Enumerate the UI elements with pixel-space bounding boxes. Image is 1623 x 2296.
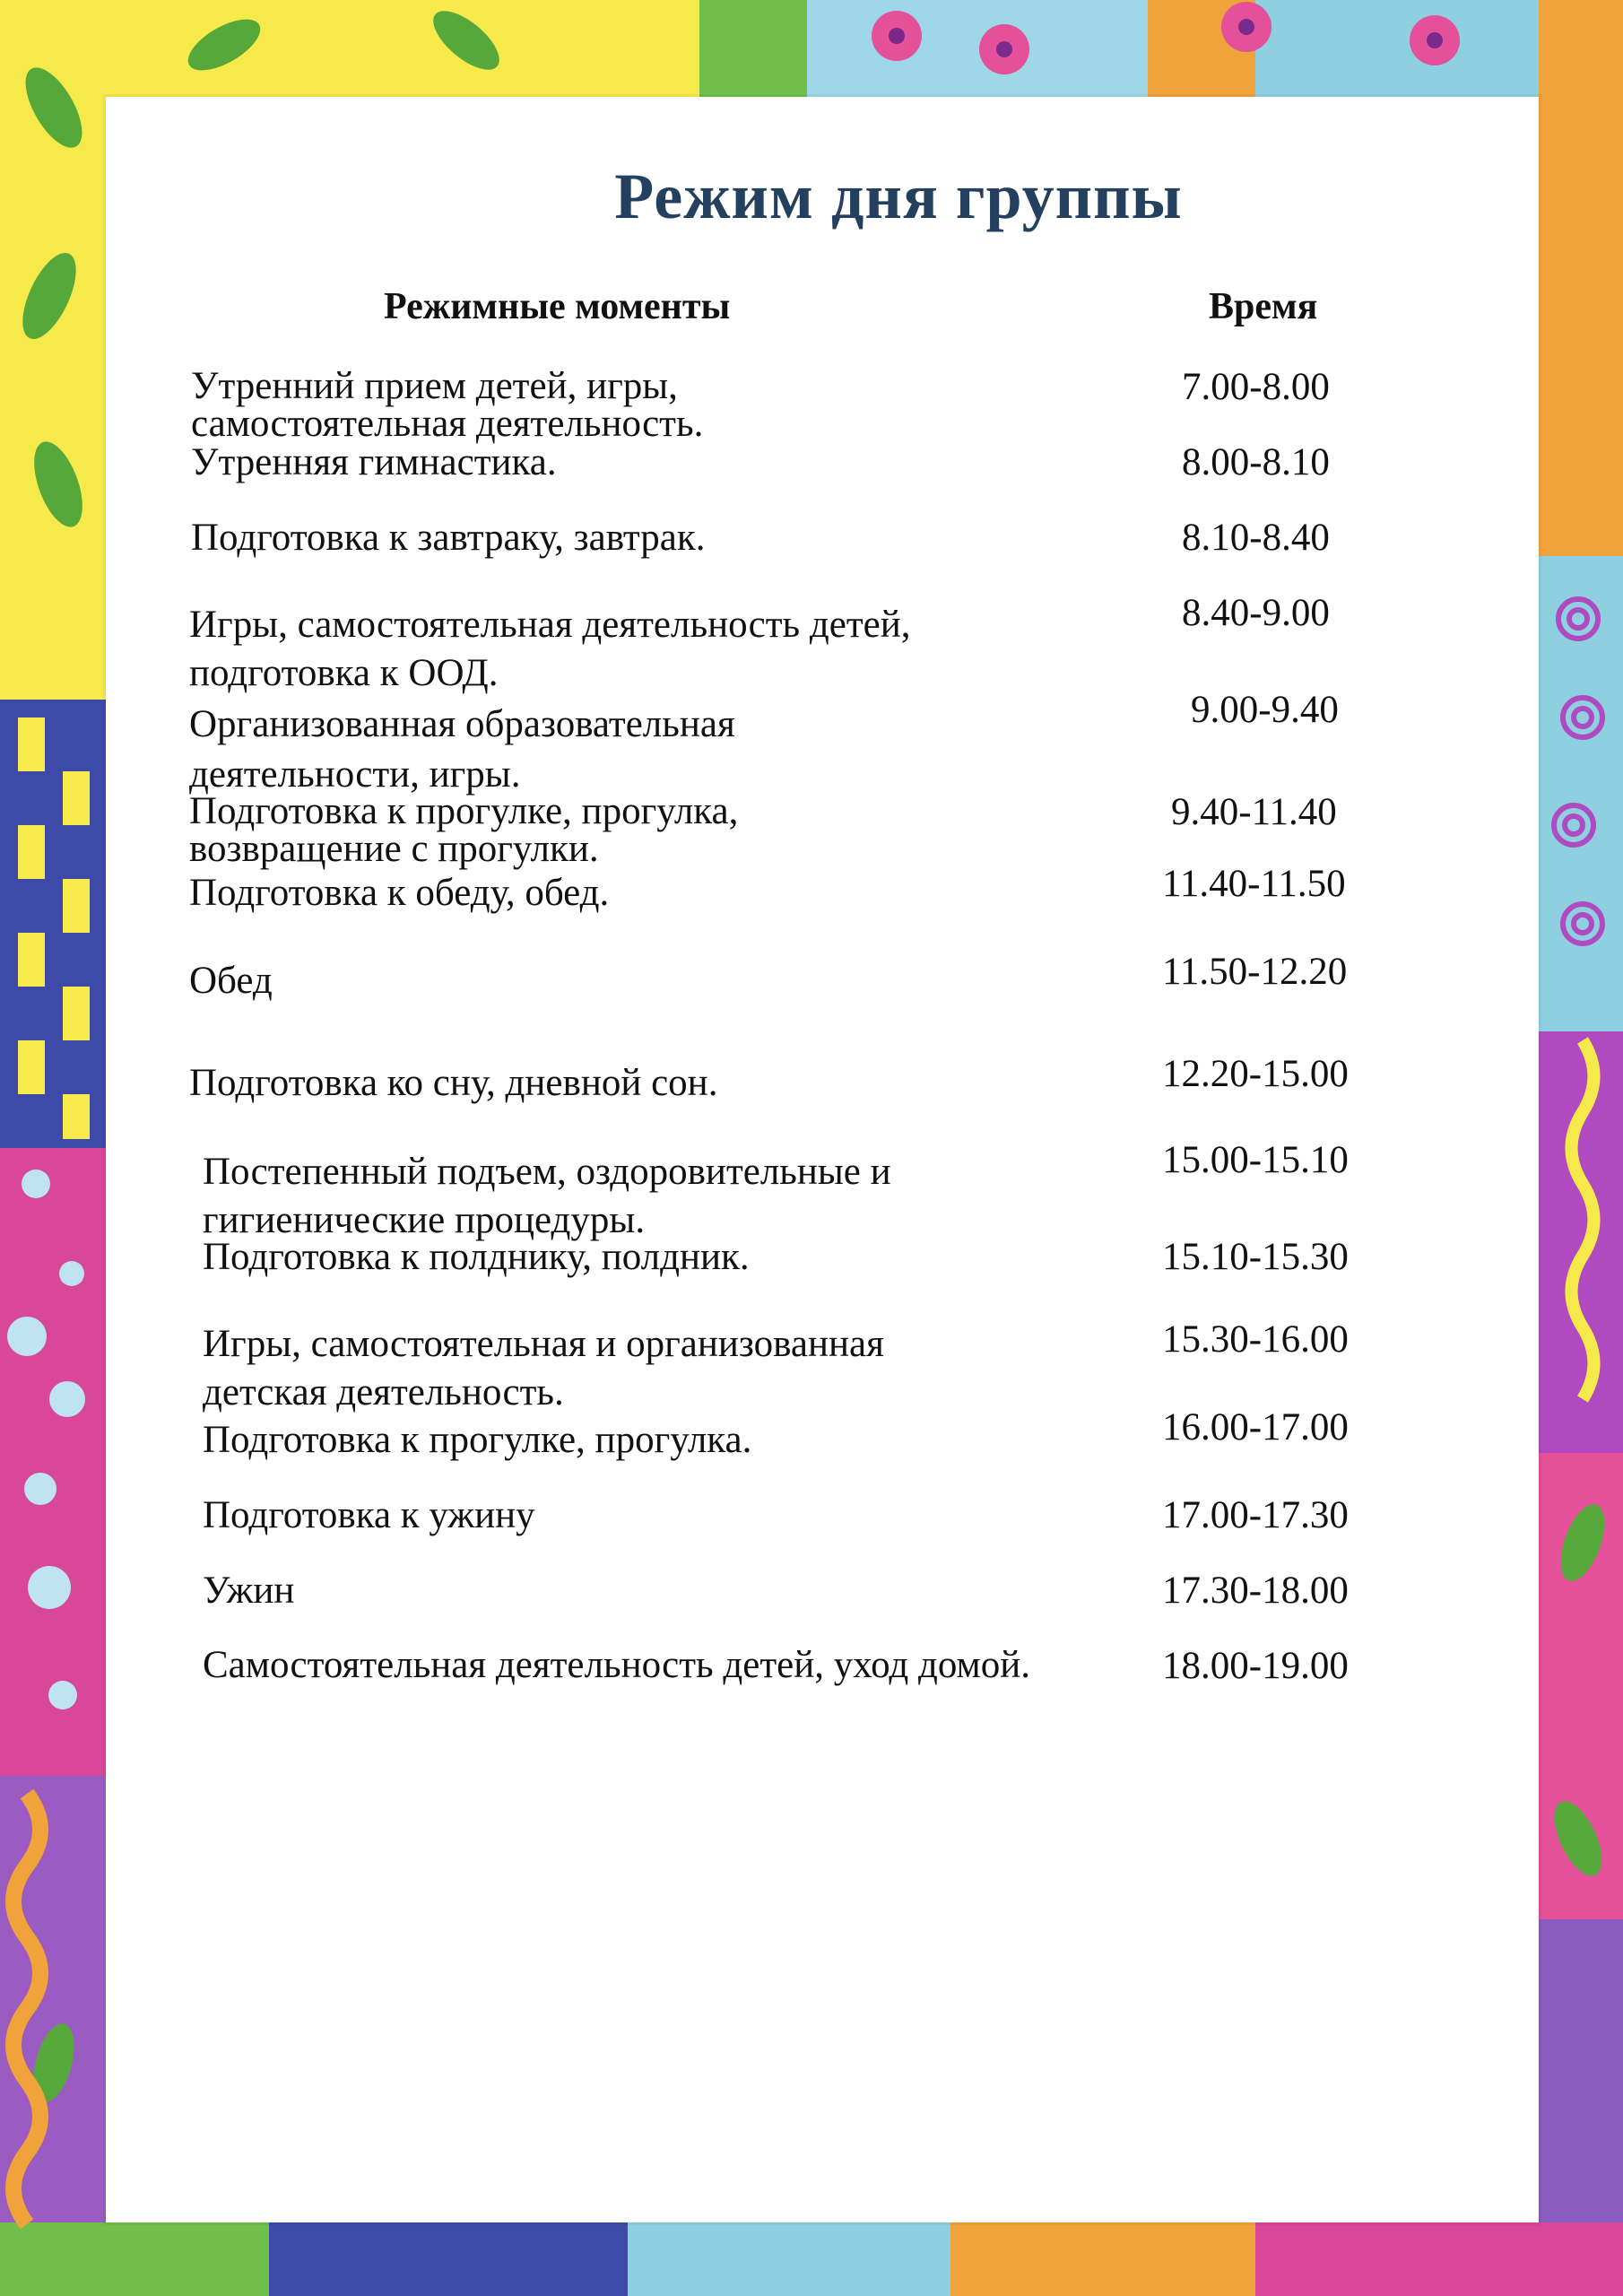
- schedule-activity: Подготовка ко сну, дневной сон.: [189, 1062, 718, 1104]
- schedule-activity: Обед: [189, 960, 273, 1002]
- schedule-time: 11.50-12.20: [1162, 951, 1348, 993]
- document-page: [106, 97, 1539, 2222]
- schedule-time: 9.40-11.40: [1171, 791, 1337, 833]
- schedule-time: 8.40-9.00: [1182, 592, 1330, 634]
- column-header-time: Время: [1209, 286, 1318, 327]
- schedule-activity: Постепенный подъем, оздоровительные и гигиенические процедуры.: [203, 1151, 891, 1241]
- schedule-time: 8.10-8.40: [1182, 517, 1330, 559]
- schedule-activity: Подготовка к прогулке, прогулка.: [203, 1419, 752, 1461]
- schedule-activity: Утренний прием детей, игры, самостоятельная деятельность.: [191, 365, 704, 445]
- schedule-time: 15.00-15.10: [1162, 1139, 1349, 1181]
- column-header-activity: Режимные моменты: [384, 286, 731, 327]
- schedule-activity: Утренняя гимнастика.: [191, 441, 557, 483]
- schedule-activity: Организованная образовательная деятельности, игры.: [189, 703, 735, 796]
- schedule-time: 16.00-17.00: [1162, 1406, 1349, 1448]
- schedule-activity: Игры, самостоятельная и организованная детская деятельность.: [203, 1323, 884, 1413]
- schedule-time: 15.30-16.00: [1162, 1318, 1349, 1361]
- schedule-activity: Подготовка к полднику, полдник.: [203, 1236, 750, 1278]
- schedule-activity: Самостоятельная деятельность детей, уход домой.: [203, 1644, 1031, 1686]
- schedule-activity: Подготовка к прогулке, прогулка, возвращение с прогулки.: [189, 790, 739, 870]
- schedule-activity: Подготовка к завтраку, завтрак.: [191, 517, 706, 559]
- schedule-time: 11.40-11.50: [1162, 863, 1346, 905]
- schedule-time: 17.00-17.30: [1162, 1494, 1349, 1536]
- schedule-activity: Игры, самостоятельная деятельность детей, подготовка к ООД.: [189, 604, 911, 694]
- page-title: Режим дня группы: [614, 161, 1183, 232]
- schedule-activity: Подготовка к обеду, обед.: [189, 872, 610, 914]
- schedule-time: 9.00-9.40: [1191, 689, 1339, 731]
- schedule-time: 8.00-8.10: [1182, 441, 1330, 483]
- schedule-time: 17.30-18.00: [1162, 1570, 1349, 1612]
- schedule-time: 12.20-15.00: [1162, 1053, 1349, 1095]
- schedule-time: 7.00-8.00: [1182, 366, 1330, 408]
- schedule-activity: Ужин: [203, 1570, 295, 1612]
- schedule-time: 18.00-19.00: [1162, 1645, 1349, 1687]
- schedule-activity: Подготовка к ужину: [203, 1494, 535, 1536]
- schedule-time: 15.10-15.30: [1162, 1236, 1349, 1278]
